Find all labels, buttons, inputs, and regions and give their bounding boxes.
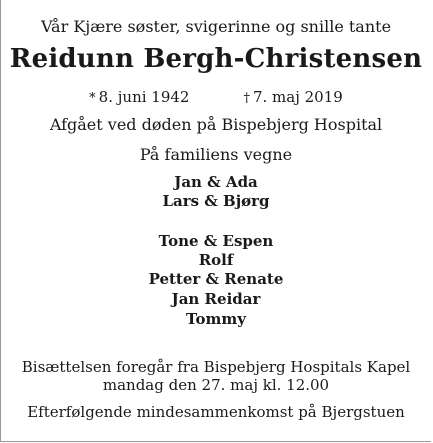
family-member: Tommy — [186, 310, 246, 328]
deceased-name: Reidunn Bergh-Christensen — [9, 44, 423, 74]
death-date-text: 7. maj 2019 — [252, 88, 343, 106]
intro-text: Vår Kjære søster, svigerinne og snille tante — [40, 17, 392, 36]
memorial-gathering: Efterfølgende mindesammenkomst på Bjergstuen — [27, 403, 405, 421]
funeral-time: mandag den 27. maj kl. 12.00 — [102, 376, 330, 394]
life-dates — [1, 88, 431, 106]
death-cross-icon: † — [243, 91, 250, 106]
family-member: Petter & Renate — [148, 270, 284, 288]
family-member: Jan & Ada — [174, 173, 258, 191]
on-behalf-text: På familiens vegne — [139, 145, 293, 164]
family-member: Rolf — [198, 251, 234, 269]
birth-star-icon: * — [89, 91, 96, 106]
family-member: Lars & Bjørg — [162, 192, 270, 210]
place-of-death: Afgået ved døden på Bispebjerg Hospital — [49, 115, 383, 134]
death-date — [243, 88, 342, 106]
family-member: Tone & Espen — [158, 232, 274, 250]
birth-date — [89, 88, 189, 106]
funeral-location: Bisættelsen foregår fra Bispebjerg Hospitals Kapel — [21, 358, 411, 376]
birth-date-text: 8. juni 1942 — [98, 88, 190, 106]
family-member: Jan Reidar — [171, 290, 261, 308]
